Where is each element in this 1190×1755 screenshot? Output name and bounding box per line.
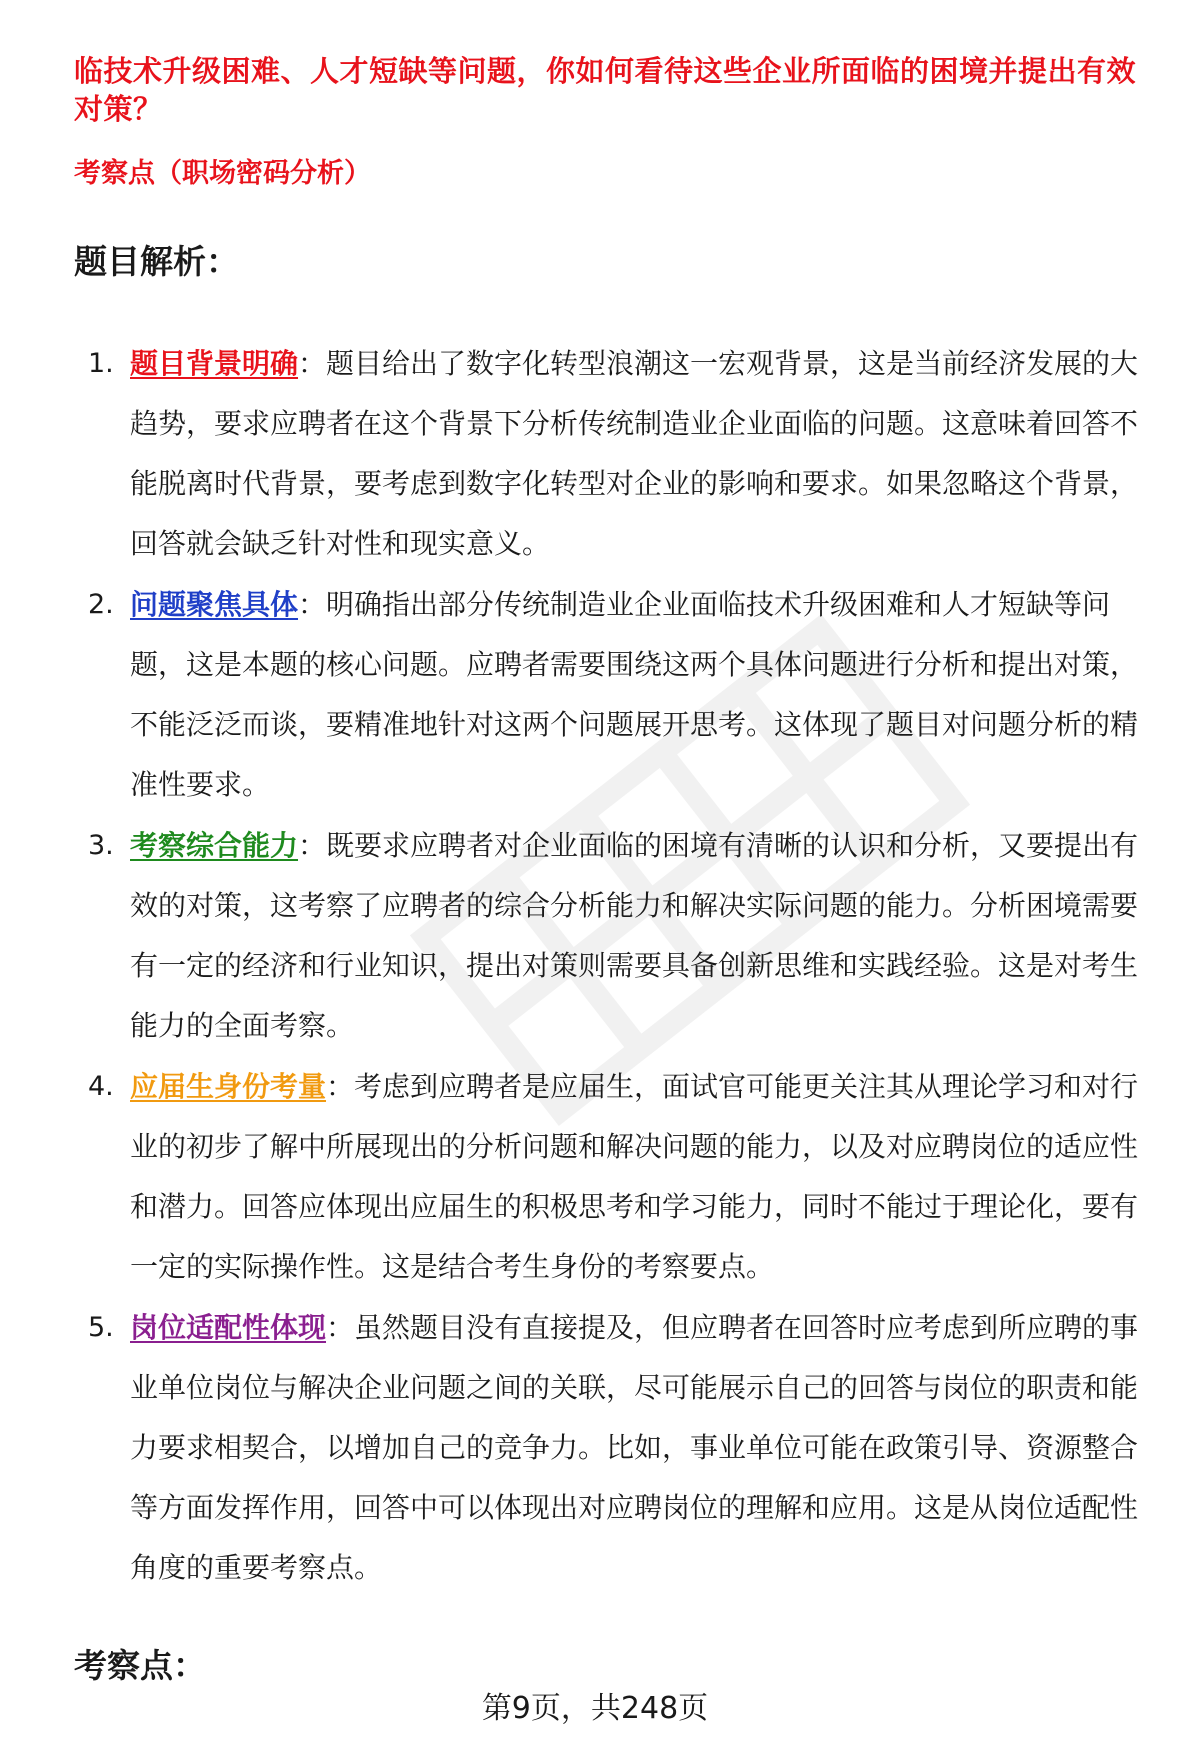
point-separator: ： <box>326 1070 355 1103</box>
point-number: 1. <box>88 348 114 379</box>
question-subtitle: 考察点（职场密码分析） <box>74 158 371 189</box>
point-keyword: 应届生身份考量 <box>130 1070 327 1103</box>
point-text: 题目给出了数字化转型浪潮这一宏观背景，这是当前经济发展的大趋势，要求应聘者在这个背景下分析传统制造业企业面临的问题。这意味着回答不能脱离时代背景，要考虑到数字化转型对企业的影响和要求。如果忽略这个背景，回答就会缺乏针对性和现实意义。 <box>130 347 1139 560</box>
analysis-heading: 题目解析： <box>74 242 239 281</box>
analysis-point <box>74 1057 1164 1297</box>
analysis-point-list <box>74 334 1164 1599</box>
point-number: 2. <box>88 589 114 620</box>
point-separator: ： <box>298 829 327 862</box>
point-separator: ： <box>298 347 327 380</box>
point-number: 4. <box>88 1071 114 1102</box>
point-keyword: 题目背景明确 <box>130 347 299 380</box>
analysis-point <box>74 334 1164 574</box>
point-text: 考虑到应聘者是应届生，面试官可能更关注其从理论学习和对行业的初步了解中所展现出的分析问题和解决问题的能力，以及对应聘岗位的适应性和潜力。回答应体现出应届生的积极思考和学习能力，同时不能过于理论化，要有一定的实际操作性。这是结合考生身份的考察要点。 <box>130 1070 1139 1283</box>
question-text: 临技术升级困难、人才短缺等问题，你如何看待这些企业所面临的困境并提出有效对策？ <box>74 54 1137 126</box>
kaocha-heading: 考察点： <box>74 1646 206 1685</box>
point-number: 5. <box>88 1312 114 1343</box>
point-text: 虽然题目没有直接提及，但应聘者在回答时应考虑到所应聘的事业单位岗位与解决企业问题之间的关联，尽可能展示自己的回答与岗位的职责和能力要求相契合，以增加自己的竞争力。比如，事业单位可能在政策引导、资源整合等方面发挥作用，回答中可以体现出对应聘岗位的理解和应用。这是从岗位适配性角度的重要考察点。 <box>130 1311 1139 1584</box>
point-number: 3. <box>88 830 114 861</box>
point-text: 既要求应聘者对企业面临的困境有清晰的认识和分析，又要提出有效的对策，这考察了应聘者的综合分析能力和解决实际问题的能力。分析困境需要有一定的经济和行业知识，提出对策则需要具备创新思维和实践经验。这是对考生能力的全面考察。 <box>130 829 1139 1042</box>
point-keyword: 考察综合能力 <box>130 829 299 862</box>
analysis-point <box>74 816 1164 1056</box>
point-keyword: 岗位适配性体现 <box>130 1311 327 1344</box>
point-text: 明确指出部分传统制造业企业面临技术升级困难和人才短缺等问题，这是本题的核心问题。应聘者需要围绕这两个具体问题进行分析和提出对策，不能泛泛而谈，要精准地针对这两个问题展开思考。这体现了题目对问题分析的精准性要求。 <box>130 588 1139 801</box>
point-separator: ： <box>298 588 327 621</box>
point-keyword: 问题聚焦具体 <box>130 588 299 621</box>
analysis-point <box>74 1298 1164 1598</box>
page-number: 第9页，共248页 <box>481 1691 709 1726</box>
point-separator: ： <box>326 1311 355 1344</box>
analysis-point <box>74 575 1164 815</box>
